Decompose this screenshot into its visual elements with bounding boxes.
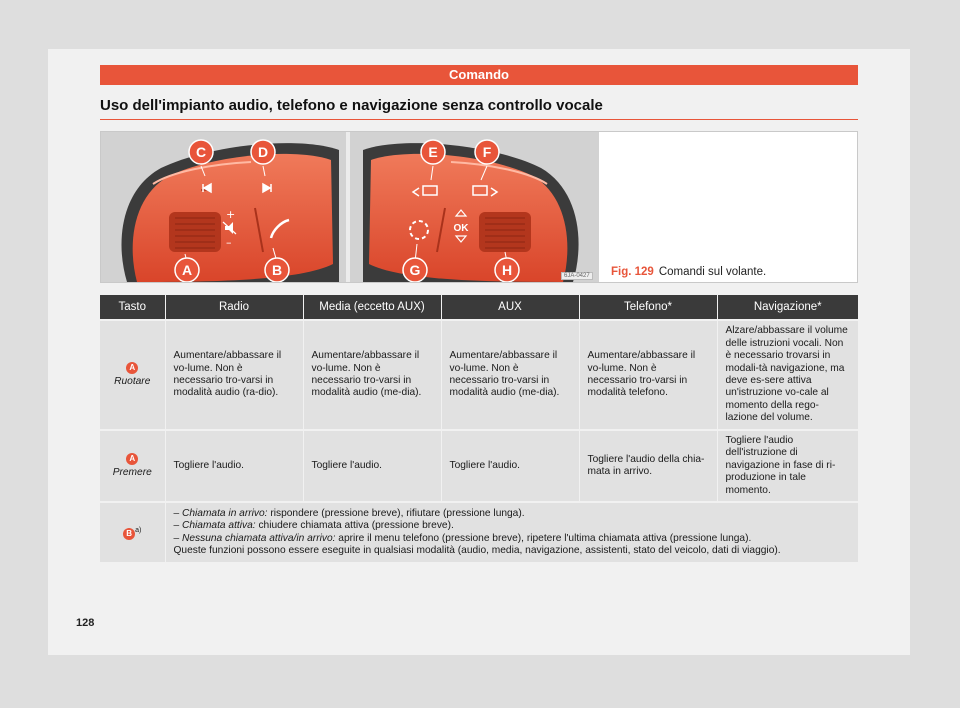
header-radio: Radio (165, 295, 303, 320)
table-cell: Togliere l'audio dell'istruzione di navigazione in fase di ri-produzione in tale momento. (717, 430, 858, 502)
table-cell-wide (165, 502, 858, 562)
header-telefono: Telefono* (579, 295, 717, 320)
footnote-mark: a) (135, 526, 142, 534)
ok-label: OK (453, 223, 469, 234)
figure-box (100, 131, 858, 283)
key-badge: B (123, 528, 135, 540)
manual-page (48, 49, 910, 655)
callout-f: F (482, 144, 492, 160)
callout-c: C (195, 144, 207, 160)
callout-h: H (501, 262, 513, 278)
svg-text:–: – (226, 236, 232, 249)
image-code: 6JA-0427 (561, 272, 593, 280)
callout-b: B (271, 262, 283, 278)
callout-e: E (428, 144, 438, 160)
table-cell: Aumentare/abbassare il vo-lume. Non è necessario tro-varsi in modalità audio (me-dia). (441, 320, 579, 430)
table-cell: Togliere l'audio. (303, 430, 441, 502)
key-badge: A (126, 453, 138, 465)
line-term: – Chiamata in arrivo: (173, 507, 268, 519)
figure-caption-text: Comandi sul volante. (658, 266, 767, 278)
table-cell: Togliere l'audio. (165, 430, 303, 502)
chapter-band: Comando (100, 65, 858, 85)
svg-text:+: + (226, 208, 236, 221)
callout-d: D (257, 144, 269, 160)
header-media: Media (eccetto AUX) (303, 295, 441, 320)
callout-g: G (409, 262, 421, 278)
steering-wheel-controls-illustration (101, 132, 599, 282)
section-title: Uso dell'impianto audio, telefono e navigazione senza controllo vocale (100, 97, 603, 114)
header-aux: AUX (441, 295, 579, 320)
figure-caption (611, 266, 766, 278)
phone-function-line (174, 508, 851, 520)
header-navigazione: Navigazione* (717, 295, 858, 320)
header-tasto: Tasto (100, 295, 165, 320)
page-number: 128 (76, 617, 95, 629)
table-cell: Togliere l'audio della chia-mata in arrivo. (579, 430, 717, 502)
phone-function-line (174, 520, 851, 532)
key-badge: A (126, 362, 138, 374)
line-text: aprire il menu telefono (pressione breve), ripetere l'ultima chiamata attiva (pressione lunga). (335, 532, 752, 544)
key-cell (100, 320, 165, 430)
table-header-row (100, 295, 858, 320)
controls-table (100, 295, 858, 562)
table-cell: Aumentare/abbassare il vo-lume. Non è necessario tro-varsi in modalità telefono. (579, 320, 717, 430)
table-cell: Togliere l'audio. (441, 430, 579, 502)
line-text: chiudere chiamata attiva (pressione breve). (255, 520, 454, 532)
key-action: Ruotare (114, 376, 151, 387)
key-cell (100, 430, 165, 502)
table-cell: Aumentare/abbassare il vo-lume. Non è necessario tro-varsi in modalità audio (ra-dio). (165, 320, 303, 430)
phone-function-line (174, 533, 851, 545)
table-cell: Aumentare/abbassare il vo-lume. Non è necessario tro-varsi in modalità audio (me-dia). (303, 320, 441, 430)
line-term: – Nessuna chiamata attiva/in arrivo: (173, 532, 336, 544)
table-cell: Alzare/abbassare il volume delle istruzioni vocali. Non è necessario trovarsi in modali-tà navigazione, ma deve es-sere attiva un'istruzione vo-cale al momento della rego-lazione del volume. (717, 320, 858, 430)
line-term: – Chiamata attiva: (173, 520, 256, 532)
phone-function-note: Queste funzioni possono essere eseguite in qualsiasi modalità (audio, media, navigazione, assistenti, stato del veicolo, dati di viaggio). (173, 544, 781, 556)
callout-a: A (181, 262, 193, 278)
table-row (100, 320, 858, 430)
title-rule (100, 119, 858, 120)
key-action: Premere (112, 467, 152, 479)
line-text: rispondere (pressione breve), rifiutare (pressione lunga). (267, 507, 525, 519)
key-cell (100, 502, 165, 562)
figure-number: Fig. 129 (611, 266, 654, 278)
table-row (100, 502, 858, 562)
table-row (100, 430, 858, 502)
